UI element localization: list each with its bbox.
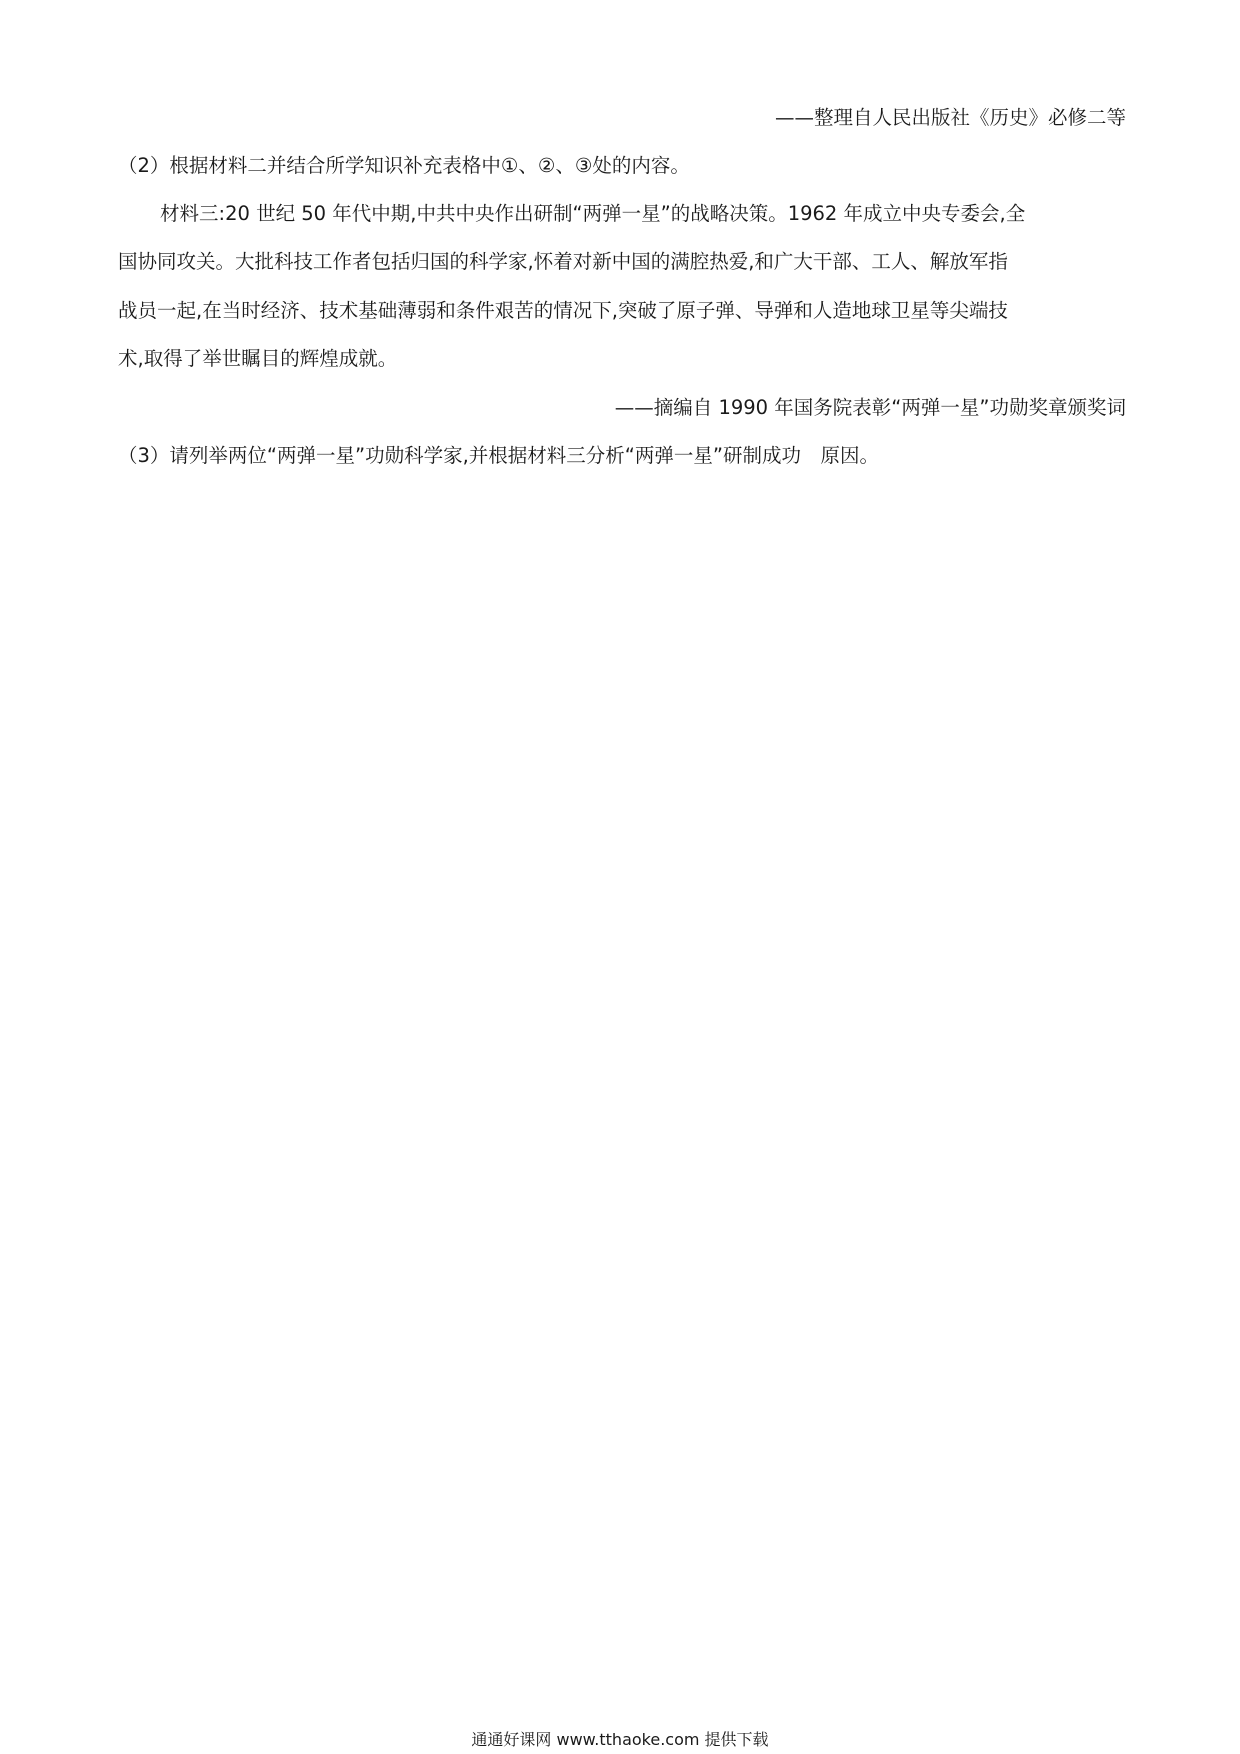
question-3: （3）请列举两位“两弹一星”功勋科学家,并根据材料三分析“两弹一星”研制成功 原因。 [118,444,880,467]
material-3-line-1: 材料三:20 世纪 50 年代中期,中共中央作出研制“两弹一星”的战略决策。1962 年成立中央专委会,全 [160,202,1026,225]
page-footer: 通通好课网 www.tthaoke.com 提供下载 [471,1730,769,1749]
material-3-line-3: 战员一起,在当时经济、技术基础薄弱和条件艰苦的情况下,突破了原子弹、导弹和人造地球卫星等尖端技 [118,299,1008,322]
question-2: （2）根据材料二并结合所学知识补充表格中①、②、③处的内容。 [118,154,690,177]
source-citation-1: ——整理自人民出版社《历史》必修二等 [774,106,1126,129]
material-3-line-2: 国协同攻关。大批科技工作者包括归国的科学家,怀着对新中国的满腔热爱,和广大干部、工人、解放军指 [118,250,1008,273]
material-3-line-4: 术,取得了举世瞩目的辉煌成就。 [118,347,398,370]
source-citation-2: ——摘编自 1990 年国务院表彰“两弹一星”功勋奖章颁奖词 [614,396,1126,419]
